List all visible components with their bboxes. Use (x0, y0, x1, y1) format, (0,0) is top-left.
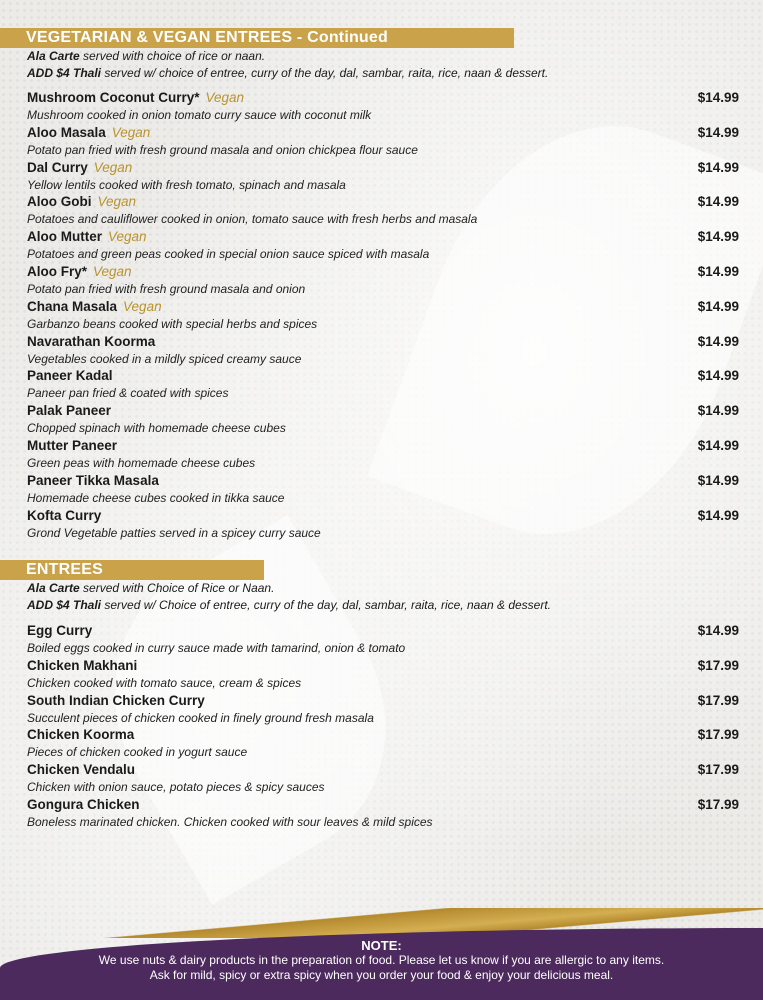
menu-item-price: $14.99 (697, 623, 739, 638)
veg-note-thali: ADD $4 Thali served w/ choice of entree, curry of the day, dal, sambar, raita, rice, naan & dessert. (27, 66, 549, 80)
menu-item-description: Paneer pan fried & coated with spices (27, 386, 229, 401)
menu-item-name: Mushroom Coconut Curry* Vegan (27, 90, 245, 105)
footer-title: NOTE: (361, 938, 402, 953)
menu-item-price: $14.99 (697, 333, 739, 349)
menu-item-description: Vegetables cooked in a mildly spiced creamy sauce (27, 351, 302, 366)
menu-item-price: $14.99 (697, 264, 739, 279)
menu-item-name: Aloo Fry* Vegan (27, 264, 132, 279)
menu-item-name: Paneer Kadal (27, 368, 113, 384)
entree-note-ala-carte: Ala Carte served with Choice of Rice or Naan. (27, 581, 275, 595)
menu-item (27, 658, 739, 693)
menu-item-price: $17.99 (697, 797, 739, 812)
menu-item-price: $14.99 (697, 368, 739, 384)
menu-item (27, 264, 739, 299)
menu-item-price: $14.99 (697, 229, 739, 245)
menu-item-price: $17.99 (697, 727, 739, 743)
menu-item-price: $17.99 (697, 657, 739, 673)
menu-item-name: Mutter Paneer (27, 438, 118, 453)
menu-item-name: Palak Paneer (27, 403, 112, 419)
menu-item-name: Paneer Tikka Masala (27, 472, 159, 488)
veg-section-title: VEGETARIAN & VEGAN ENTREES - Continued (26, 29, 388, 46)
menu-item-description: Mushroom cooked in onion tomato curry sauce with coconut milk (27, 108, 372, 122)
menu-item-price: $14.99 (697, 507, 739, 523)
menu-item (27, 797, 739, 832)
menu-item-price: $14.99 (697, 194, 739, 210)
menu-item-description: Garbanzo beans cooked with special herbs and spices (27, 316, 318, 331)
vegan-tag: Vegan (111, 124, 151, 140)
menu-item-name: Chicken Koorma (27, 727, 135, 743)
menu-item-description: Green peas with homemade cheese cubes (27, 456, 256, 470)
menu-item (27, 727, 739, 762)
menu-item-name: Aloo Mutter Vegan (27, 229, 147, 245)
menu-item-price: $14.99 (697, 124, 739, 140)
menu-item-name: Chana Masala Vegan (27, 298, 162, 314)
menu-item (27, 438, 739, 473)
menu-item-description: Potato pan fried with fresh ground masala and onion (27, 282, 306, 296)
menu-item-price: $14.99 (697, 159, 739, 175)
menu-item (27, 125, 739, 160)
menu-item-description: Potatoes and cauliflower cooked in onion, tomato sauce with fresh herbs and masala (27, 212, 478, 227)
menu-item (27, 473, 739, 508)
vegan-tag: Vegan (97, 194, 137, 210)
vegan-tag: Vegan (93, 159, 133, 175)
vegan-tag: Vegan (93, 264, 132, 279)
menu-item-description: Grond Vegetable patties served in a spicey curry sauce (27, 525, 321, 540)
menu-item-name: Gongura Chicken (27, 797, 140, 812)
footer-allergy-line: We use nuts & dairy products in the preparation of food. Please let us know if you are allergic to any items. (98, 953, 665, 967)
veg-section-header (0, 28, 514, 48)
menu-item-price: $14.99 (697, 90, 739, 105)
menu-item-name: Chicken Vendalu (27, 762, 136, 778)
entree-note-thali: ADD $4 Thali served w/ Choice of entree, curry of the day, dal, sambar, raita, rice, naan & dessert. (27, 598, 552, 612)
menu-item (27, 334, 739, 369)
vegan-tag: Vegan (205, 90, 245, 105)
menu-item-name: South Indian Chicken Curry (27, 692, 205, 708)
menu-item-name: Chicken Makhani (27, 657, 138, 673)
footer-note (0, 928, 763, 1000)
menu-item-description: Chopped spinach with homemade cheese cubes (27, 421, 286, 436)
entree-section-title: ENTREES (26, 561, 103, 578)
menu-item-price: $14.99 (697, 472, 739, 488)
menu-item (27, 229, 739, 264)
menu-item-name: Kofta Curry (27, 507, 102, 523)
vegan-tag: Vegan (123, 298, 162, 314)
menu-item (27, 368, 739, 403)
menu-item-description: Homemade cheese cubes cooked in tikka sauce (27, 490, 285, 505)
menu-item-description: Boneless marinated chicken. Chicken cooked with sour leaves & mild spices (27, 815, 433, 829)
menu-item-price: $14.99 (697, 298, 739, 314)
menu-item (27, 299, 739, 334)
menu-item (27, 623, 739, 658)
menu-item-name: Dal Curry Vegan (27, 159, 133, 175)
menu-item-price: $17.99 (697, 762, 739, 778)
menu-item-description: Yellow lentils cooked with fresh tomato, spinach and masala (27, 177, 346, 192)
menu-item (27, 194, 739, 229)
footer-spice-line: Ask for mild, spicy or extra spicy when you order your food & enjoy your delicious meal. (149, 968, 614, 982)
menu-item (27, 90, 739, 125)
menu-item-name: Navarathan Koorma (27, 333, 156, 349)
menu-item-price: $14.99 (697, 438, 739, 453)
menu-item-description: Boiled eggs cooked in curry sauce made with tamarind, onion & tomato (27, 641, 406, 655)
menu-item-description: Potatoes and green peas cooked in special onion sauce spiced with masala (27, 247, 430, 262)
menu-item-name: Aloo Gobi Vegan (27, 194, 137, 210)
menu-item-description: Succulent pieces of chicken cooked in finely ground fresh masala (27, 710, 374, 725)
menu-item-price: $17.99 (697, 692, 739, 708)
menu-item-name: Egg Curry (27, 623, 93, 638)
menu-item-description: Chicken cooked with tomato sauce, cream & spices (27, 675, 302, 690)
vegan-tag: Vegan (108, 229, 147, 245)
menu-item-description: Chicken with onion sauce, potato pieces & spicy sauces (27, 780, 325, 795)
menu-item-price: $14.99 (697, 403, 739, 419)
menu-item-description: Pieces of chicken cooked in yogurt sauce (27, 745, 248, 760)
veg-note-ala-carte: Ala Carte served with choice of rice or naan. (27, 49, 266, 63)
menu-item-name: Aloo Masala Vegan (27, 124, 151, 140)
menu-item (27, 762, 739, 797)
menu-item (27, 693, 739, 728)
menu-item (27, 160, 739, 195)
menu-item-description: Potato pan fried with fresh ground masala and onion chickpea flour sauce (27, 142, 418, 157)
menu-item (27, 403, 739, 438)
entree-section-header (0, 560, 264, 580)
menu-item (27, 508, 739, 543)
